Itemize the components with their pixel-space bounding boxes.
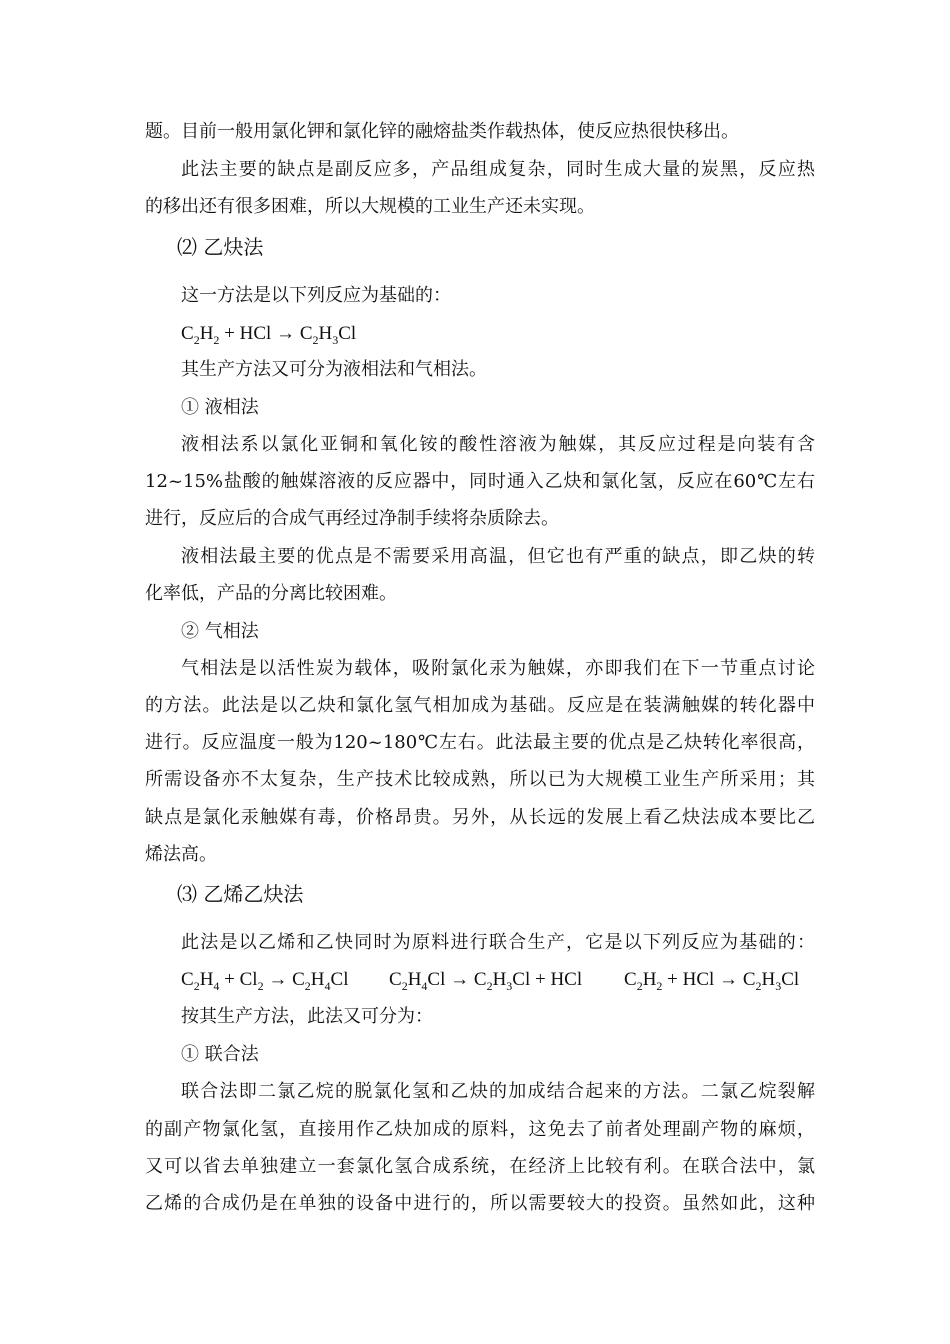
paragraph-line: 进行，反应后的合成气再经过净制手续将杂质除去。: [145, 508, 559, 529]
subsection-heading: ① 联合法: [181, 1044, 259, 1065]
paragraph-line: 的方法。此法是以乙炔和氯化氢气相加成为基础。反应是在装满触媒的转化器中: [145, 695, 815, 716]
chemical-equation: $C_2H_2$ + HCl → $C_2H_3Cl$: [624, 969, 800, 993]
paragraph-line: 这一方法是以下列反应为基础的：: [181, 285, 451, 306]
paragraph-line: 的副产物氯化氢，直接用作乙炔加成的原料，这免去了前者处理副产物的麻烦，: [145, 1119, 815, 1140]
paragraph-line: 12~15%盐酸的触媒溶液的反应器中，同时通入乙炔和氯化氢，反应在60℃左右: [145, 471, 815, 492]
paragraph-line: 的移出还有很多困难，所以大规模的工业生产还未实现。: [145, 196, 595, 217]
paragraph-line: 化率低，产品的分离比较困难。: [145, 583, 397, 604]
paragraph-line: 联合法即二氯乙烷的脱氯化氢和乙炔的加成结合起来的方法。二氯乙烷裂解: [181, 1081, 815, 1102]
paragraph-line: 其生产方法又可分为液相法和气相法。: [181, 359, 487, 380]
paragraph-line: 此法是以乙烯和乙快同时为原料进行联合生产，它是以下列反应为基础的：: [181, 932, 815, 953]
paragraph-line: 所需设备亦不太复杂，生产技术比较成熟，所以已为大规模工业生产所采用；其: [145, 769, 815, 790]
paragraph-line: 乙烯的合成仍是在单独的设备中进行的，所以需要较大的投资。虽然如此，这种: [145, 1193, 815, 1214]
section-heading: ⑶ 乙烯乙炔法: [177, 882, 304, 906]
paragraph-line: 此法主要的缺点是副反应多，产品组成复杂，同时生成大量的炭黑，反应热: [181, 159, 815, 180]
paragraph-line: 按其生产方法，此法又可分为：: [181, 1006, 433, 1027]
paragraph-line: 进行。反应温度一般为120~180℃左右。此法最主要的优点是乙炔转化率很高，: [145, 732, 815, 753]
subsection-heading: ② 气相法: [181, 621, 259, 642]
paragraph-line: 缺点是氯化汞触媒有毒，价格昂贵。另外，从长远的发展上看乙炔法成本要比乙: [145, 807, 815, 828]
chemical-equation: $C_2H_4 + Cl_2 \to C_2H_4Cl$: [181, 969, 349, 993]
chemical-equation: $C_2H_4Cl \to C_2H_3Cl$ + HCl: [389, 969, 583, 993]
paragraph-line: 液相法最主要的优点是不需要采用高温，但它也有严重的缺点，即乙炔的转: [181, 546, 815, 567]
paragraph-line: 题。目前一般用氯化钾和氯化锌的融熔盐类作载热体，使反应热很快移出。: [145, 121, 739, 142]
paragraph-line: 气相法是以活性炭为载体，吸附氯化汞为触媒，亦即我们在下一节重点讨论: [181, 658, 815, 679]
paragraph-line: 液相法系以氯化亚铜和氧化铵的酸性溶液为触媒，其反应过程是向装有含: [181, 434, 815, 455]
subsection-heading: ① 液相法: [181, 397, 259, 418]
chemical-equation: $C_2H_2$ + HCl → $C_2H_3Cl$: [181, 323, 357, 347]
section-heading: ⑵ 乙炔法: [177, 235, 264, 259]
paragraph-line: 烯法高。: [145, 844, 217, 865]
paragraph-line: 又可以省去单独建立一套氯化氢合成系统，在经济上比较有利。在联合法中，氯: [145, 1156, 815, 1177]
